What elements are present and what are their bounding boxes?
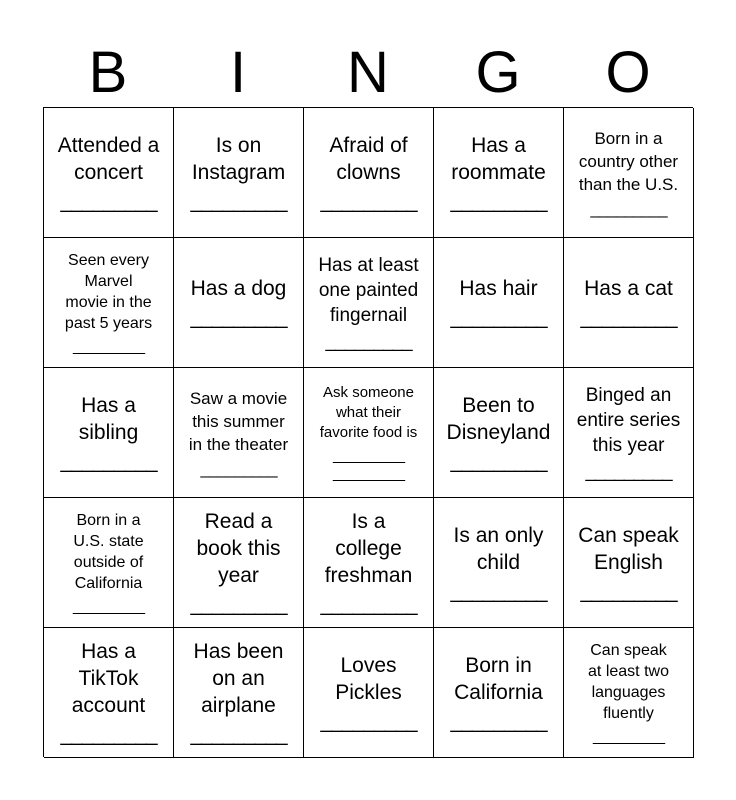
signature-line: _________ <box>60 723 157 747</box>
signature-line: _________ <box>320 593 417 617</box>
signature-line: _________ <box>190 593 287 617</box>
cell-prompt: Attended a concert <box>57 133 160 184</box>
signature-line: _________ <box>320 189 417 213</box>
bingo-cell[interactable] <box>434 368 564 498</box>
bingo-cell[interactable] <box>564 238 694 368</box>
bingo-cell[interactable] <box>174 238 304 368</box>
cell-prompt: Has a cat <box>584 277 673 301</box>
header-letter-g: G <box>475 40 521 105</box>
bingo-cell[interactable] <box>434 628 564 758</box>
cell-prompt: Is on Instagram <box>191 133 286 184</box>
signature-line: _________ <box>60 449 157 473</box>
cell-prompt: Has a dog <box>190 277 287 301</box>
cell-prompt: Born in a U.S. state outside of California <box>73 511 144 592</box>
signature-line: _________ <box>190 723 287 747</box>
bingo-cell[interactable] <box>564 498 694 628</box>
header-letter-n: N <box>347 40 389 105</box>
cell-prompt: Can speak English <box>578 523 679 574</box>
signature-line: _________ <box>450 189 547 213</box>
signature-line: _________ <box>590 198 667 218</box>
bingo-card-grid <box>43 107 693 757</box>
signature-line: _________ <box>592 727 665 745</box>
bingo-cell[interactable] <box>434 498 564 628</box>
signature-line: _________ <box>580 306 677 330</box>
cell-prompt: Has hair <box>459 277 538 301</box>
bingo-cell[interactable] <box>304 498 434 628</box>
signature-line: _________ <box>72 337 145 355</box>
cell-prompt: Has at least one painted fingernail <box>318 254 419 326</box>
bingo-header <box>43 38 693 108</box>
bingo-cell[interactable] <box>564 368 694 498</box>
cell-prompt: Ask someone what their favorite food is <box>319 383 418 441</box>
bingo-cell[interactable] <box>174 498 304 628</box>
cell-prompt: Has been on an airplane <box>193 640 284 718</box>
signature-line: _________ <box>450 579 547 603</box>
cell-prompt: Seen every Marvel movie in the past 5 years <box>64 251 153 332</box>
bingo-cell[interactable] <box>564 628 694 758</box>
signature-line: _________ <box>190 189 287 213</box>
cell-prompt: Born in a country other than the U.S. <box>578 128 679 194</box>
signature-line: _________ <box>60 189 157 213</box>
cell-prompt: Has a roommate <box>451 133 546 184</box>
cell-prompt: Is an only child <box>453 523 544 574</box>
signature-line: _________ _________ <box>332 446 405 482</box>
cell-prompt: Can speak at least two languages fluently <box>588 641 669 722</box>
signature-line: _________ <box>585 460 672 482</box>
cell-prompt: Binged an entire series this year <box>576 384 681 456</box>
bingo-cell[interactable] <box>174 368 304 498</box>
bingo-cell[interactable] <box>564 108 694 238</box>
cell-prompt: Born in California <box>454 653 543 704</box>
header-letter-b: B <box>88 40 128 105</box>
bingo-cell[interactable] <box>44 108 174 238</box>
bingo-cell[interactable] <box>304 368 434 498</box>
cell-prompt: Is a college freshman <box>324 510 413 588</box>
bingo-cell[interactable] <box>304 238 434 368</box>
header-letter-o: O <box>605 40 651 105</box>
header-letter-i: I <box>229 40 247 105</box>
bingo-cell[interactable] <box>304 108 434 238</box>
signature-line: _________ <box>325 330 412 352</box>
signature-line: _________ <box>190 306 287 330</box>
signature-line: _________ <box>200 458 277 478</box>
signature-line: _________ <box>72 597 145 615</box>
bingo-cell[interactable] <box>434 238 564 368</box>
bingo-cell[interactable] <box>174 108 304 238</box>
bingo-cell[interactable] <box>44 238 174 368</box>
signature-line: _________ <box>580 579 677 603</box>
signature-line: _________ <box>320 709 417 733</box>
cell-prompt: Been to Disneyland <box>446 393 551 444</box>
cell-prompt: Saw a movie this summer in the theater <box>188 388 289 454</box>
cell-prompt: Read a book this year <box>196 510 281 588</box>
bingo-cell[interactable] <box>434 108 564 238</box>
signature-line: _________ <box>450 306 547 330</box>
bingo-cell[interactable] <box>44 368 174 498</box>
bingo-cell[interactable] <box>44 498 174 628</box>
signature-line: _________ <box>450 709 547 733</box>
cell-prompt: Has a TikTok account <box>71 640 146 718</box>
bingo-cell[interactable] <box>174 628 304 758</box>
bingo-cell[interactable] <box>44 628 174 758</box>
cell-prompt: Loves Pickles <box>335 653 402 704</box>
signature-line: _________ <box>450 449 547 473</box>
bingo-cell[interactable] <box>304 628 434 758</box>
cell-prompt: Has a sibling <box>78 393 139 444</box>
cell-prompt: Afraid of clowns <box>329 133 408 184</box>
